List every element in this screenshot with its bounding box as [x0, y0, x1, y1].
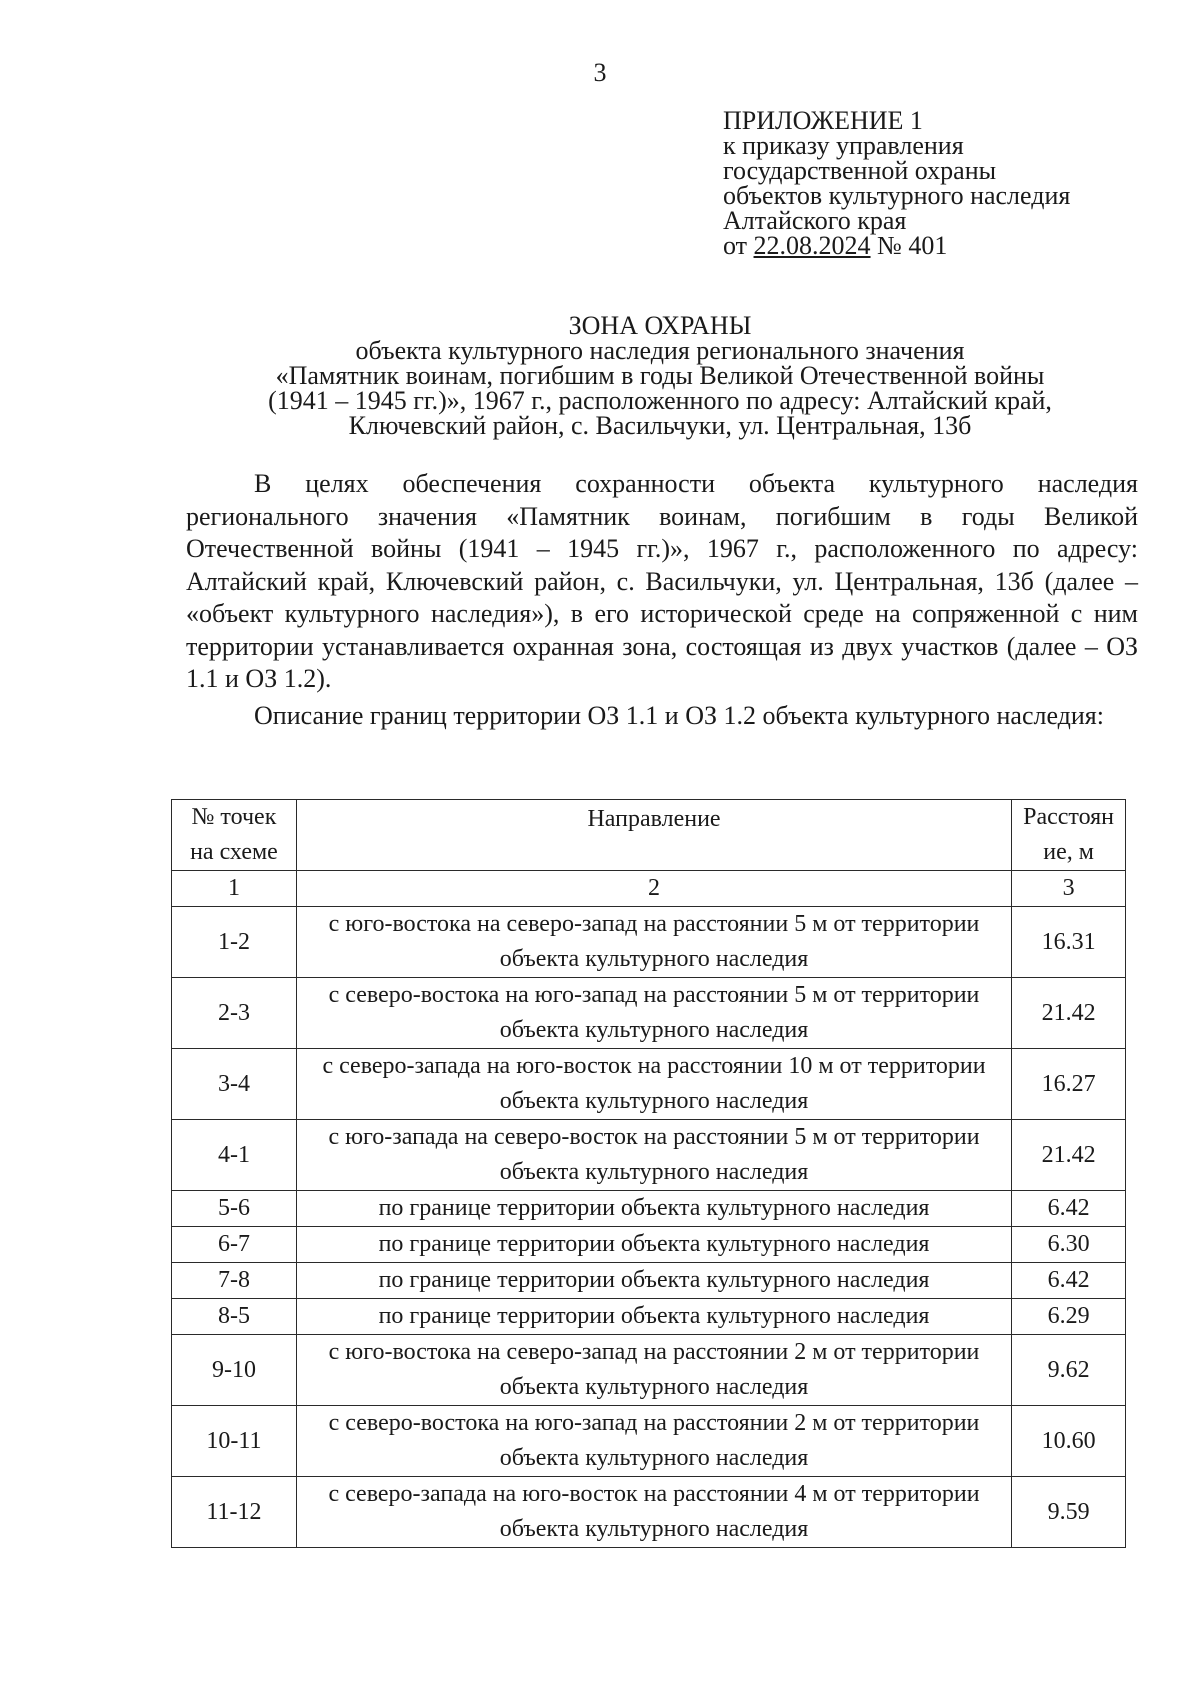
appendix-title: ПРИЛОЖЕНИЕ 1	[723, 106, 923, 135]
paragraph-text: Описание границ территории ОЗ 1.1 и ОЗ 1.2 объекта культурного наследия:	[254, 701, 1104, 730]
table-row	[172, 1335, 1126, 1406]
row-direction: по границе территории объекта культурного наследия	[296, 1191, 1011, 1227]
table-row	[172, 1227, 1126, 1263]
row-distance: 6.42	[1012, 1191, 1126, 1227]
page-number: 3	[593, 58, 607, 87]
row-distance: 16.31	[1012, 907, 1126, 978]
row-direction: с северо-запада на юго-восток на расстоянии 10 м от территории объекта культурного наследия	[296, 1049, 1011, 1120]
row-distance: 16.27	[1012, 1049, 1126, 1120]
table-row	[172, 1120, 1126, 1191]
row-points: 11-12	[172, 1477, 297, 1548]
boundaries-table	[171, 799, 1126, 1548]
heading-title: ЗОНА ОХРАНЫ	[568, 311, 752, 340]
column-number-row	[172, 871, 1126, 907]
table-row	[172, 1406, 1126, 1477]
row-direction: с северо-запада на юго-восток на расстоянии 4 м от территории объекта культурного наследия	[296, 1477, 1011, 1548]
document-heading	[140, 313, 1180, 438]
row-distance: 9.59	[1012, 1477, 1126, 1548]
row-points: 2-3	[172, 978, 297, 1049]
row-direction: с северо-востока на юго-запад на расстоянии 2 м от территории объекта культурного наследия	[296, 1406, 1011, 1477]
row-distance: 6.30	[1012, 1227, 1126, 1263]
order-date: 22.08.2024	[753, 231, 871, 260]
appendix-date-line	[723, 233, 1070, 258]
row-direction: с юго-запада на северо-восток на расстоянии 5 м от территории объекта культурного наследия	[296, 1120, 1011, 1191]
table-row	[172, 1191, 1126, 1227]
row-distance: 6.42	[1012, 1263, 1126, 1299]
row-points: 5-6	[172, 1191, 297, 1227]
table-row	[172, 1477, 1126, 1548]
row-direction: с юго-востока на северо-запад на расстоянии 5 м от территории объекта культурного наследия	[296, 907, 1011, 978]
row-points: 1-2	[172, 907, 297, 978]
appendix-line: государственной охраны	[723, 156, 997, 185]
header-points	[172, 800, 297, 871]
header-direction: Направление	[296, 800, 1011, 871]
row-points: 7-8	[172, 1263, 297, 1299]
table-row	[172, 907, 1126, 978]
body-paragraph-1	[186, 468, 1138, 696]
heading-line: (1941 – 1945 гг.)», 1967 г., расположенного по адресу: Алтайский край,	[268, 386, 1052, 415]
table-header-row	[172, 800, 1126, 871]
paragraph-text: В целях обеспечения сохранности объекта культурного наследия регионального значения «Памятник воинам, погибшим в годы Великой Отечественной войны (1941 – 1945 гг.)», 1967 г., расположенного по адресу: Алтайский край, Ключевский район, с. Васильчуки, ул. Центральная, 13б (далее – «объект культурного наследия»), в его исторической среде на сопряженной с ним территории устанавливается охранная зона, состоящая из двух участков (далее – ОЗ 1.1 и ОЗ 1.2).	[186, 469, 1138, 693]
row-direction: с юго-востока на северо-запад на расстоянии 2 м от территории объекта культурного наследия	[296, 1335, 1011, 1406]
header-distance-line: Расстоян	[1023, 804, 1115, 830]
column-number: 2	[296, 871, 1011, 907]
row-distance: 21.42	[1012, 978, 1126, 1049]
row-points: 10-11	[172, 1406, 297, 1477]
row-points: 8-5	[172, 1299, 297, 1335]
appendix-block	[723, 108, 1070, 258]
row-distance: 9.62	[1012, 1335, 1126, 1406]
row-direction: по границе территории объекта культурного наследия	[296, 1227, 1011, 1263]
header-points-line: на схеме	[190, 839, 278, 865]
appendix-line: объектов культурного наследия	[723, 181, 1071, 210]
order-number: № 401	[870, 231, 948, 260]
appendix-line: Алтайского края	[723, 206, 907, 235]
table-row	[172, 1263, 1126, 1299]
table-row	[172, 1049, 1126, 1120]
row-points: 6-7	[172, 1227, 297, 1263]
row-distance: 6.29	[1012, 1299, 1126, 1335]
body-paragraph-2	[186, 700, 1138, 733]
column-number: 3	[1012, 871, 1126, 907]
row-distance: 21.42	[1012, 1120, 1126, 1191]
table-row	[172, 1299, 1126, 1335]
heading-line: «Памятник воинам, погибшим в годы Великой Отечественной войны	[275, 361, 1045, 390]
header-distance	[1012, 800, 1126, 871]
header-distance-line: ие, м	[1043, 839, 1094, 865]
heading-line: объекта культурного наследия регионального значения	[355, 336, 965, 365]
row-direction: с северо-востока на юго-запад на расстоянии 5 м от территории объекта культурного наследия	[296, 978, 1011, 1049]
table-row	[172, 978, 1126, 1049]
row-distance: 10.60	[1012, 1406, 1126, 1477]
row-direction: по границе территории объекта культурного наследия	[296, 1299, 1011, 1335]
heading-line: Ключевский район, с. Васильчуки, ул. Центральная, 13б	[348, 411, 972, 440]
date-prefix: от	[723, 231, 754, 260]
row-points: 4-1	[172, 1120, 297, 1191]
row-points: 3-4	[172, 1049, 297, 1120]
header-points-line: № точек	[191, 804, 277, 830]
column-number: 1	[172, 871, 297, 907]
row-points: 9-10	[172, 1335, 297, 1406]
appendix-line: к приказу управления	[723, 131, 964, 160]
row-direction: по границе территории объекта культурного наследия	[296, 1263, 1011, 1299]
